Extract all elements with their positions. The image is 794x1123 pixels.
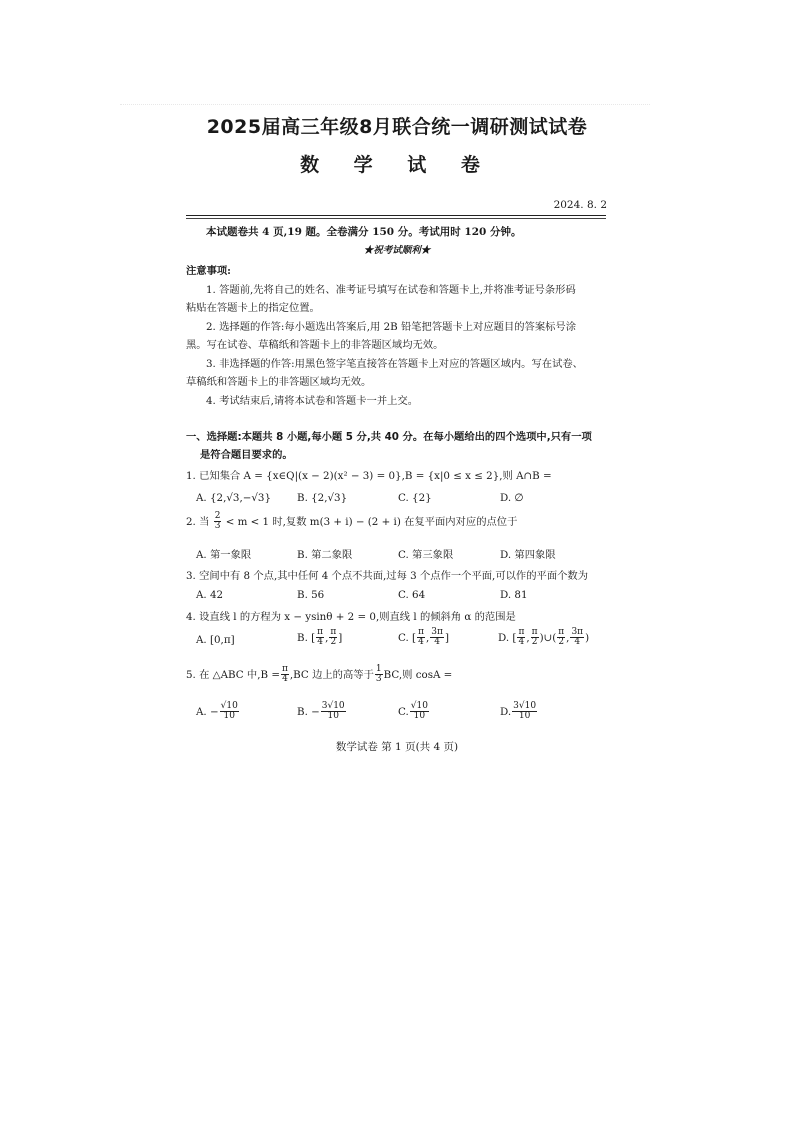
question-3-option-d: D. 81 (500, 589, 528, 601)
fraction-numerator: π (281, 664, 288, 674)
note-2-line-2: 黑。写在试卷、草稿纸和答题卡上的非答题区域均无效。 (186, 339, 444, 351)
question-5-stem (186, 665, 452, 685)
note-3-line-2: 草稿纸和答题卡上的非答题区域均无效。 (186, 376, 372, 388)
fraction-numerator: π (418, 627, 424, 637)
fraction-numerator: 3√10 (321, 701, 345, 711)
exam-title: 2025届高三年级8月联合统一调研测试试卷 (206, 116, 588, 138)
question-4-option-c: C. [ $\frac{\pi}{4}$ , $\frac{3\pi}{4}$ ] (398, 627, 449, 648)
question-1-option-c: C. {2} (398, 492, 432, 504)
fraction-denominator: 2 (558, 637, 565, 648)
fraction-numerator: 3√10 (513, 701, 537, 711)
header-divider-thin (186, 218, 606, 219)
fraction-numerator: π (330, 627, 337, 637)
fraction-denominator: 4 (518, 637, 525, 648)
question-5-stem-post: BC,则 cosA = (383, 668, 453, 681)
fraction (531, 628, 539, 648)
fraction (417, 628, 425, 648)
note-3-line-1: 3. 非选择题的作答:用黑色签字笔直接答在答题卡上对应的答题区域内。写在试卷、 (206, 358, 583, 370)
question-2-fraction (214, 512, 222, 532)
fraction (512, 702, 537, 722)
question-4-stem: 4. 设直线 l 的方程为 x − ysinθ + 2 = 0,则直线 l 的倾斜角 α 的范围是 (186, 611, 516, 623)
question-2-option-a: A. 第一象限 (196, 549, 252, 561)
bracket-close: ) (585, 631, 590, 644)
question-2-stem-pre: 2. 当 (186, 515, 210, 528)
fraction-numerator: 2 (214, 511, 221, 521)
fraction-numerator: 1 (375, 664, 382, 674)
notes-heading: 注意事项: (186, 265, 231, 277)
fraction-denominator: 4 (574, 637, 581, 648)
fraction-denominator: 10 (518, 711, 531, 722)
fraction-numerator: √10 (220, 701, 238, 711)
option-label: A. − (196, 705, 219, 718)
good-luck-line: ★祝考试顺利★ (363, 245, 431, 256)
fraction-denominator: 2 (531, 637, 538, 648)
question-2-stem (186, 512, 517, 532)
question-3-option-c: C. 64 (398, 589, 426, 601)
bracket-open: B. [ (297, 631, 316, 644)
fraction-denominator: 3 (375, 674, 382, 685)
note-1-line-1: 1. 答题前,先将自己的姓名、准考证号填写在试卷和答题卡上,并将准考证号条形码 (206, 284, 576, 296)
fraction-denominator: 4 (317, 637, 323, 648)
question-1-option-b: B. {2,√3} (297, 492, 348, 504)
note-1-line-2: 粘贴在答题卡上的指定位置。 (186, 302, 320, 314)
fraction-denominator: 2 (330, 637, 337, 648)
fraction-numerator: π (518, 627, 525, 637)
question-4-option-d: D. [ $\frac{\pi}{4}$ , $\frac{\pi}{2}$ )∪( $\frac{\pi}{2}$ , $\frac{3\pi}{4}$ ) (498, 627, 590, 648)
fraction (316, 628, 324, 648)
exam-date: 2024. 8. 2 (553, 199, 607, 211)
exam-subtitle: 数 学 试 卷 (300, 154, 494, 176)
fraction-numerator: √10 (410, 701, 428, 711)
question-2-stem-post: < m < 1 时,复数 m(3 + i) − (2 + i) 在复平面内对应的点位于 (225, 515, 518, 528)
question-5-stem-mid: ,BC 边上的高等于 (289, 668, 374, 681)
question-2-option-d: D. 第四象限 (500, 549, 556, 561)
fraction-denominator: 10 (223, 711, 235, 722)
fraction (321, 702, 346, 722)
fraction-denominator: 4 (418, 637, 424, 648)
question-5-option-b (297, 702, 347, 722)
bracket-close: ] (338, 631, 343, 644)
scan-artifact-line (120, 104, 650, 105)
question-1-stem: 1. 已知集合 A = {x∈Q|(x − 2)(x² − 3) = 0},B = {x|0 ≤ x ≤ 2},则 A∩B = (186, 470, 552, 482)
question-3-option-b: B. 56 (297, 589, 325, 601)
note-4: 4. 考试结束后,请将本试卷和答题卡一并上交。 (206, 395, 419, 407)
page-footer: 数学试卷 第 1 页(共 4 页) (335, 741, 459, 753)
header-divider (186, 215, 606, 216)
fraction (517, 628, 525, 648)
fraction-numerator: π (317, 627, 324, 637)
fraction (430, 628, 444, 648)
question-3-stem: 3. 空间中有 8 个点,其中任何 4 个点不共面,过每 3 个点作一个平面,可以作的平面个数为 (186, 570, 589, 582)
fraction-denominator: 4 (282, 674, 288, 685)
fraction (281, 665, 289, 685)
exam-summary: 本试题卷共 4 页,19 题。全卷满分 150 分。考试用时 120 分钟。 (206, 226, 522, 238)
question-4-option-b: B. [ $\frac{\pi}{4}$ , $\frac{\pi}{2}$ ] (297, 627, 343, 648)
question-1-option-a: A. {2,√3,−√3} (196, 492, 272, 504)
fraction (220, 702, 239, 722)
fraction-denominator: 10 (327, 711, 339, 722)
fraction (570, 628, 584, 648)
bracket-open: C. [ (398, 631, 417, 644)
fraction-numerator: 3π (571, 627, 584, 637)
question-5-option-c (398, 702, 430, 722)
option-label: D. (500, 705, 512, 718)
question-4-option-a: A. [0,π] (196, 634, 235, 646)
fraction (557, 628, 565, 648)
fraction (410, 702, 429, 722)
option-label: C. (398, 705, 409, 718)
fraction-denominator: 4 (434, 637, 440, 648)
fraction-numerator: 3π (431, 627, 443, 637)
section-1-heading: 一、选择题:本题共 8 小题,每小题 5 分,共 40 分。在每小题给出的四个选项中,只有一项 (186, 431, 592, 443)
fraction-denominator: 10 (413, 711, 426, 722)
question-1-option-d: D. ∅ (500, 492, 524, 504)
union-symbol: )∪( (539, 631, 557, 644)
note-2-line-1: 2. 选择题的作答:每小题选出答案后,用 2B 铅笔把答题卡上对应题目的答案标号涂 (206, 321, 577, 333)
question-2-option-c: C. 第三象限 (398, 549, 454, 561)
fraction (375, 665, 383, 685)
question-5-option-d (500, 702, 538, 722)
fraction-numerator: π (558, 627, 565, 637)
section-1-heading-cont: 是符合题目要求的。 (200, 449, 293, 461)
question-2-option-b: B. 第二象限 (297, 549, 353, 561)
question-5-option-a (196, 702, 240, 722)
fraction (329, 628, 337, 648)
fraction-denominator: 3 (214, 521, 221, 532)
fraction-numerator: π (531, 627, 538, 637)
question-5-stem-pre: 5. 在 △ABC 中,B = (186, 668, 280, 681)
bracket-open: D. [ (498, 631, 517, 644)
bracket-close: ] (444, 631, 449, 644)
question-3-option-a: A. 42 (196, 589, 224, 601)
option-label: B. − (297, 705, 320, 718)
